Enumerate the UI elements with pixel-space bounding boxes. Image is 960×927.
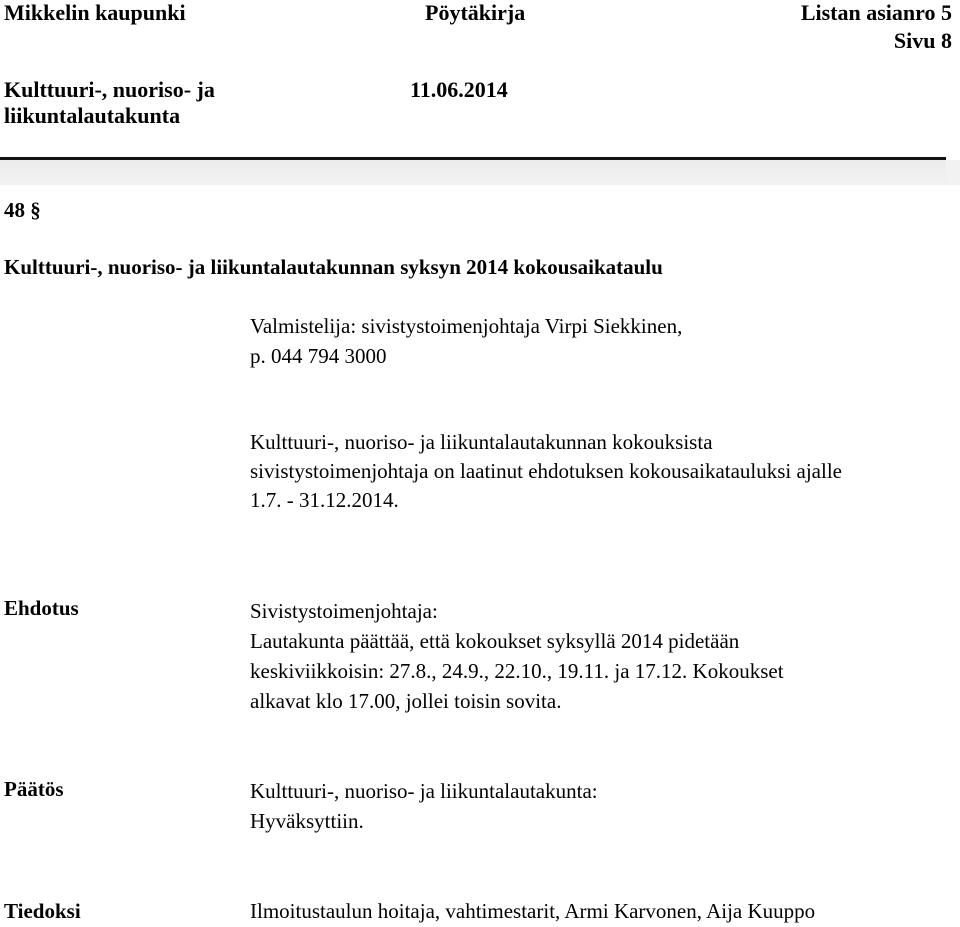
proposal-line: alkavat klo 17.00, jollei toisin sovita. — [250, 689, 562, 713]
intro-line: 1.7. - 31.12.2014. — [250, 488, 399, 512]
notify-recipients: Ilmoitustaulun hoitaja, vahtimestarit, Armi Karvonen, Aija Kuuppo — [250, 899, 816, 923]
intro-line: sivistystoimenjohtaja on laatinut ehdotuksen kokousaikatauluksi ajalle — [250, 459, 842, 483]
intro-line: Kulttuuri-, nuoriso- ja liikuntalautakunnan kokouksista — [250, 430, 713, 454]
board-name-line2: liikuntalautakunta — [4, 103, 181, 128]
proposal-line: keskiviikkoisin: 27.8., 24.9., 22.10., 19.11. ja 17.12. Kokoukset — [250, 659, 784, 683]
notify-label: Tiedoksi — [4, 899, 81, 923]
section-title: Kulttuuri-, nuoriso- ja liikuntalautakunnan syksyn 2014 kokousaikataulu — [4, 255, 663, 279]
header-divider — [0, 157, 946, 185]
meeting-date: 11.06.2014 — [410, 77, 508, 102]
decision-line: Kulttuuri-, nuoriso- ja liikuntalautakunta: — [250, 779, 598, 803]
decision-label: Päätös — [4, 777, 64, 801]
proposal-line: Lautakunta päättää, että kokoukset syksyllä 2014 pidetään — [250, 629, 740, 653]
preparer-line1: Valmistelija: sivistystoimenjohtaja Virpi Siekkinen, — [250, 314, 683, 338]
item-number: Listan asianro 5 — [800, 0, 952, 25]
proposal-label: Ehdotus — [4, 596, 79, 620]
preparer-line2: p. 044 794 3000 — [250, 344, 387, 368]
board-name-line1: Kulttuuri-, nuoriso- ja — [4, 77, 215, 102]
header-divider-tail — [946, 160, 960, 185]
page-number: Sivu 8 — [893, 28, 952, 53]
section-number: 48 § — [4, 198, 41, 222]
org-name: Mikkelin kaupunki — [4, 0, 186, 25]
document-type: Pöytäkirja — [425, 0, 526, 25]
decision-line: Hyväksyttiin. — [250, 809, 364, 833]
proposal-line: Sivistystoimenjohtaja: — [250, 599, 438, 623]
